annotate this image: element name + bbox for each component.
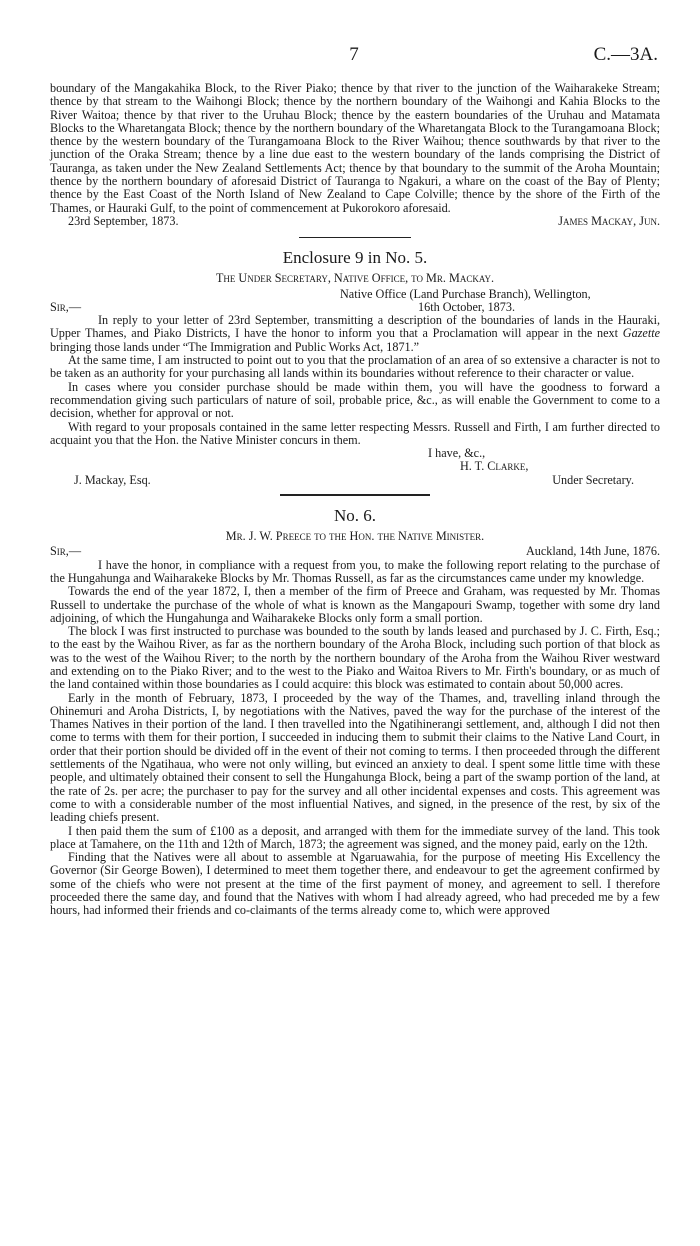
no6-paragraph-3: The block I was first instructed to purchase was bounded to the south by lands leased and purchased by J. C. Firth, Esq.; to the east by the Waihou River, as far as the northern boundary of the Aroha Block, including such portion of that block as was to the west of the Waihou River; to the north by the northern boundary of the Aroha from the Waihou River westward and extending on to the Piako River; and to the west to the Piako and Waitoa Rivers to Mr. Firth's boundary, or as much of the land contained within those boundaries as I could acquire: this block was estimated to contain about 50,000 acres. [50,624,660,692]
document-reference: C.—3A. [593,44,658,65]
intro-date: 23rd September, 1873. [68,213,179,228]
section-divider [299,237,411,238]
page-number: 7 [349,44,359,65]
no6-salutation-row [50,545,660,558]
enclosure-footer-row [50,474,660,487]
page-body [50,82,660,918]
page-header [50,44,658,66]
no6-salutation: Sir,— [50,544,82,559]
no6-place-date: Auckland, 14th June, 1876. [525,544,660,559]
enclosure-p1-post: bringing those lands under “The Immigration and Public Works Act, 1871.” [50,339,420,354]
no6-heading: No. 6. [333,506,377,526]
salutation-date-row [50,301,660,314]
enclosure-heading: Enclosure 9 in No. 5. [282,248,428,268]
no6-paragraph-6: Finding that the Natives were all about to assemble at Ngaruawahia, for the purpose of meeting His Excellency the Governor (Sir George Bowen), I determined to meet them together there, and endeavour to get the agreement confirmed by some of the chiefs who were not present at the time of the first payment of money, and agreement to sell. I therefore proceeded there the same day, and found that the Natives with whom I had already agreed, who had preceded me by a few hours, had informed their friends and co-claimants of the terms already come to, which were approved [50,850,660,918]
no6-subheading: Mr. J. W. Preece to the Hon. the Native Minister. [225,529,485,544]
enclosure-paragraph-3: In cases where you consider purchase should be made within them, you will have the goodness to forward a recommendation giving such particulars of nature of soil, probable price, &c., as will enable the Government to come to a decision, whether for approval or not. [50,379,660,421]
enclosure-signer-title: Under Secretary. [552,472,634,487]
enclosure-recipient: J. Mackay, Esq. [74,472,151,487]
enclosure-paragraph-1 [50,314,660,354]
enclosure-paragraph-4: With regard to your proposals contained in the same letter respecting Messrs. Russell and Firth, I am further directed to acquaint you that the Hon. the Native Minister concurs in them. [50,419,660,447]
intro-signature: James Mackay, Jun. [558,213,660,228]
enclosure-paragraph-2: At the same time, I am instructed to point out to you that the proclamation of an area of so extensive a character is not to be taken as an authority for your purchasing all lands within its boundaries without reference to their character or value. [50,353,660,381]
no6-paragraph-5: I then paid them the sum of £100 as a deposit, and arranged with them for the immediate survey of the land. This took place at Tamahere, on the 11th and 12th of March, 1873; the agreement was signed, and the money paid, early on the 12th. [50,823,660,851]
no6-paragraph-1: I have the honor, in compliance with a request from you, to make the following report relating to the purchase of the Hungahunga and Waiharakeke Blocks by Mr. Thomas Russell, as far as the circumstances came under my knowledge. [50,557,660,585]
continuation-paragraph: boundary of the Mangakahika Block, to the River Piako; thence by that river to the junction of the Waiharakeke Stream; thence by that stream to the Waihongi Block; thence by the northern boundary of the Waihongi and Kahia Blocks to the River Waitoa; thence by that river to the Uruhau Block; thence by the eastern boundaries of the Uruhau and Matamata Blocks to the Wharetangata Block; thence by the northern boundary of the Wharetangata Block to the Turangamoana Block; thence by the western boundary of the Turangamoana Block to the River Waihou; thence southwards by that river to the junction of the Oraka Stream; thence by a line due east to the western boundary of the lands comprising the District of Tauranga, as taken under the New Zealand Settlements Act; thence by that boundary to the summit of the Aroha Mountain; thence by the northern boundary of aforesaid District of Tauranga to Ngakuri, a whare on the coast of the Bay of Plenty; thence by the East Coast of the North Island of New Zealand to Cape Colville; thence by the shore of the Firth of the Thames, or Hauraki Gulf, to the point of commencement at Pukorokoro aforesaid. [50,81,660,215]
gazette-title: Gazette [622,326,660,341]
no6-paragraph-4: Early in the month of February, 1873, I proceeded by the way of the Thames, and, travelling inland through the Ohinemuri and Aroha Districts, I, by negotiations with the Natives, paved the way for the purchase of the interest of the Thames Natives in their portion of the land. I then travelled into the Ngatihinerangi settlement, and, although I did not then come to terms with them for their portion, I succeeded in inducing them to submit their claims to the Native Land Court, in order that their portion should be divided off in the event of their not coming to terms. I then proceeded through the different settlements of the Ngatihaua, who were not only willing, but evinced an anxiety to deal. I spent some little time with these people, and ultimately obtained their consent to sell the Hungahunga Block, being a part of the swamp portion of the land, at the rate of 2s. per acre; the purchaser to pay for the survey and all other incidental expenses and costs. This agreement was come to with a considerable number of the most influential Natives, and signed, in the presence of the rest, by six of the leading chiefs present. [50,690,660,825]
no6-paragraph-2: Towards the end of the year 1872, I, then a member of the firm of Preece and Graham, was requested by Mr. Thomas Russell to undertake the purchase of the whole of what is known as the Mangapouri Swamp, together with some dry land adjoining, of which the Hungahunga and Waiharakeke Blocks only form a small portion. [50,584,660,625]
enclosure-signer: H. T. Clarke, [460,459,529,474]
intro-closing-row [50,215,660,228]
enclosure-p1-pre: In reply to your letter of 23rd September, transmitting a description of the boundaries of lands in the Hauraki, Upper Thames, and Piako Districts, I have the honor to inform you that a Proclamation will appear in the next [50,313,660,341]
enclosure-closing: I have, &c., [428,446,486,461]
enclosure-date: 16th October, 1873. [418,299,515,314]
enclosure-salutation: Sir,— [50,299,82,314]
enclosure-address: Native Office (Land Purchase Branch), Wellington, [340,286,591,301]
section-divider-heavy [280,494,430,496]
enclosure-subheading: The Under Secretary, Native Office, to Mr. Mackay. [215,271,495,286]
